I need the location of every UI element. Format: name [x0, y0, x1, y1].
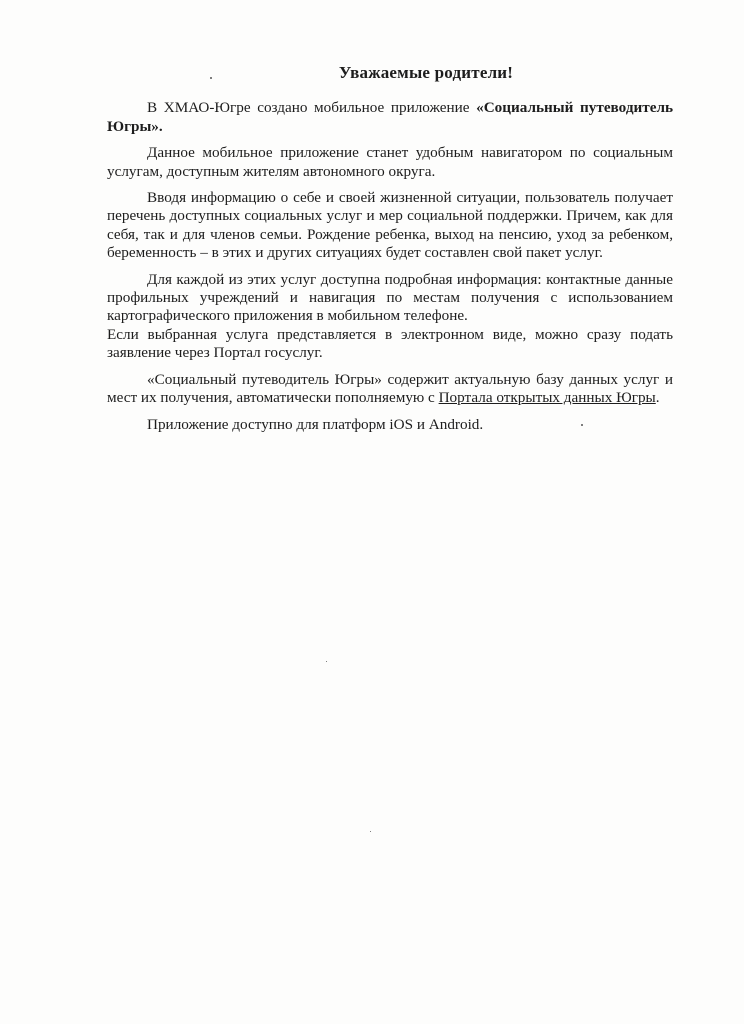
intro-text: В ХМАО-Югре создано мобильное приложение [147, 99, 477, 117]
paragraph-electronic: Если выбранная услуга представляется в электронном виде, можно сразу подать заявление через Портал госуслуг. [107, 325, 673, 362]
database-text: «Социальный путеводитель Югры» содержит актуальную базу данных услуг и мест их получения, автоматически пополняемую с [107, 370, 673, 407]
scan-speck [326, 661, 327, 662]
paragraph-intro [107, 99, 673, 136]
paragraph-usage: Вводя информацию о себе и своей жизненной ситуации, пользователь получает перечень доступных социальных услуг и мер социальной поддержки. Причем, как для себя, так и для членов семьи. Рождение ребенка, выход на пенсию, уход за ребенком, беременность – в этих и других ситуациях будет составлен свой пакет услуг. [107, 189, 673, 262]
paragraph-platforms: Приложение доступно для платформ iOS и Android. [147, 415, 484, 433]
paragraph-info: Для каждой из этих услуг доступна подробная информация: контактные данные профильных учреждений и навигация по местам получения с использованием картографического приложения в мобильном телефоне. [107, 270, 673, 325]
letter-body [107, 64, 673, 442]
paragraph-description: Данное мобильное приложение станет удобным навигатором по социальным услугам, доступным жителям автономного округа. [107, 144, 673, 180]
app-name: «Социальный путеводитель Югры». [107, 99, 673, 135]
paragraph-database [107, 371, 673, 408]
open-data-portal-link[interactable]: Портала открытых данных Югры [438, 389, 656, 407]
scan-speck [370, 831, 371, 832]
page-title: Уважаемые родители! [338, 63, 514, 82]
database-end: . [655, 389, 660, 407]
